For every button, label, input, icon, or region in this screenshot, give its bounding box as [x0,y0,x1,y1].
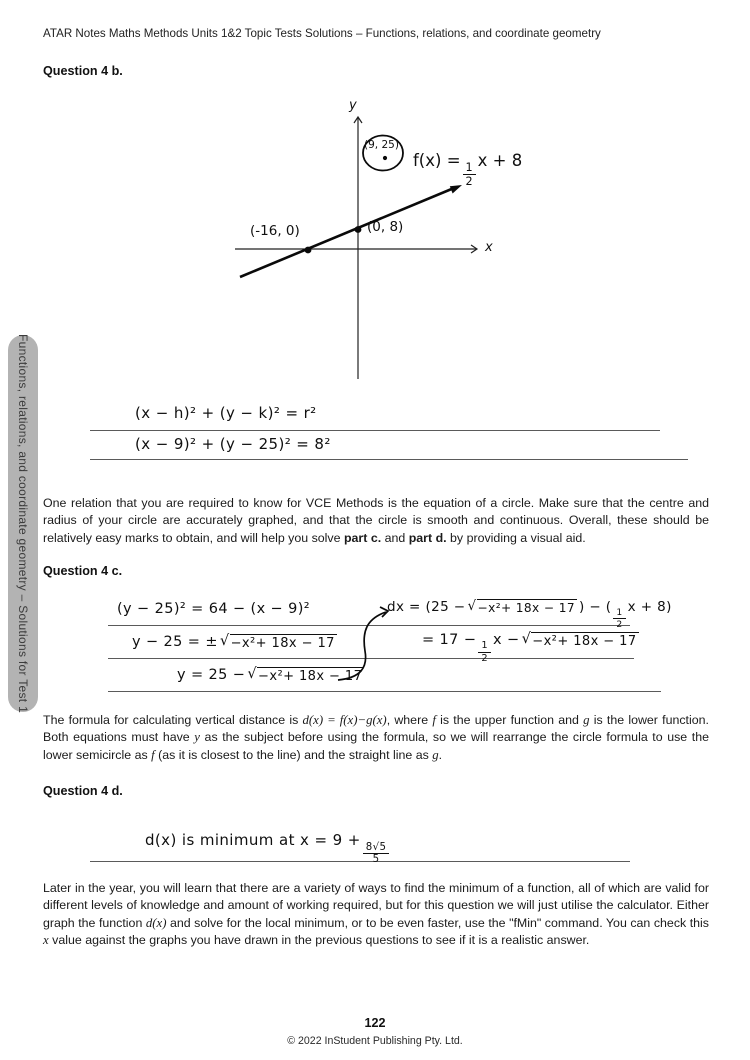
question-4c-heading: Question 4 c. [43,564,123,578]
q4c-explanation-text: , where [386,713,433,727]
fraction-denominator: 2 [465,174,473,188]
q4d-answer-prefix: d(x) is minimum at x = 9 + [145,831,361,849]
q4b-working-line1: (x − h)² + (y − k)² = r² [135,404,317,422]
page-number: 122 [364,1016,386,1030]
fraction [363,843,390,866]
q4c-right-line1-suffix: x + 8) [627,599,672,615]
copyright-notice: © 2022 InStudent Publishing Pty. Ltd. [287,1035,463,1047]
math-var-g: g [583,713,590,727]
q4b-explanation-text: One relation that you are required to know for VCE Methods is the equation of a circle. Make sure that the centre and radius of your circle are accurately graphed, and that the circle is smooth and continuous. Overall, these should be relatively easy marks to obtain, and will help you solve [43,496,709,545]
circled-point-dot [383,156,387,160]
radical-sign: √ [521,631,532,647]
part-c-reference: part c. [343,530,382,545]
fraction-numerator: 8√5 [363,843,390,855]
distance-formula-inline: d(x) = f(x)−g(x) [302,713,387,727]
x-axis-label: x [485,240,493,255]
q4b-explanation-text: and [381,530,409,545]
math-var-g: g [432,747,439,762]
radical-sign: √ [219,633,230,649]
chapter-sidebar-tab-label: Functions, relations, and coordinate geometry – Solutions for Test 1 [16,333,30,714]
part-d-reference: part d. [408,530,447,545]
q4c-explanation-text: as the subject before using the formula, so we will rearrange the circle formula to use the lower semicircle as [43,730,709,762]
q4d-explanation-text: Later in the year, you will learn that there are a variety of ways to find the minimum of a function, all of which are valid for different levels of knowledge and amount of working required, but for this question we will just utilise the calculator. Either graph the function [43,881,709,930]
fraction-numerator: 1 [478,641,491,652]
q4d-explanation-text: value against the graphs you have drawn in the previous questions to see if it is a realistic answer. [48,933,590,948]
chapter-sidebar-tab [8,335,38,712]
q4c-right-line2-mid: x − [493,632,520,648]
fraction-numerator: 1 [463,162,476,175]
q4c-right-line1 [387,599,672,629]
math-var-f: f [151,747,155,762]
fraction-denominator: 2 [481,652,489,664]
q4c-right-line2 [422,632,641,664]
q4c-explanation-text: (as it is closest to the line) and the straight line as [154,747,433,762]
fraction-denominator: 5 [372,854,380,866]
y-intercept-point [355,226,362,233]
question-4b-graph [215,96,525,386]
fraction [478,641,491,664]
q4c-left-line2 [132,634,339,651]
math-var-dx: d(x) [145,915,167,930]
radical-sign: √ [467,598,477,614]
q4d-answer-rule [90,823,630,866]
x-intercept-label: (-16, 0) [250,223,300,239]
q4d-explanation [43,880,709,950]
math-var-f: f [432,713,436,727]
q4c-left-line3-prefix: y = 25 − [177,667,246,683]
radical [522,632,639,649]
math-var-x: x [43,933,49,948]
question-4d-heading: Question 4 d. [43,784,123,798]
radicand: −x²+ 18x − 17 [532,634,637,649]
function-equation-suffix: x + 8 [477,151,523,170]
radical-sign: √ [247,666,257,682]
fraction-numerator: 1 [613,608,625,619]
radicand: −x²+ 18x − 17 [477,601,575,615]
function-equation-label [413,151,522,188]
fraction [613,608,625,629]
y-axis-label: y [349,98,357,113]
q4b-working-line2: (x − 9)² + (y − 25)² = 8² [135,435,331,453]
function-equation-prefix: f(x) = [413,151,461,170]
q4c-right-line1-prefix: dx = (25 − [387,599,466,615]
circled-point-label: (9, 25) [364,139,399,151]
q4c-left-line1: (y − 25)² = 64 − (x − 9)² [117,601,311,617]
radical [220,634,337,651]
function-equation-fraction [463,162,476,188]
q4b-working-line2-rule [90,431,688,460]
fraction-denominator: 2 [616,618,623,630]
q4d-explanation-text: and solve for the local minimum, or to be even faster, use the "fMin" command. You can check this [166,915,709,930]
q4b-working-line1-rule [90,398,660,431]
q4c-explanation-text: The formula for calculating vertical distance is [43,713,303,727]
q4c-right-line2-prefix: = 17 − [422,632,477,648]
question-4b-heading: Question 4 b. [43,64,123,78]
q4b-explanation [43,495,709,547]
q4c-working-area [85,598,672,702]
radical [468,599,577,615]
q4d-answer [145,823,391,866]
q4c-explanation-text: . [438,747,443,762]
q4c-explanation-text: is the upper function and [435,713,584,727]
q4c-right-line1-mid: ) − ( [578,599,612,615]
radicand: −x²+ 18x − 17 [230,636,335,651]
q4b-explanation-text: by providing a visual aid. [446,530,586,545]
q4c-explanation-text: is the lower function. Both equations must have [43,713,709,745]
x-intercept-point [305,247,312,254]
y-intercept-label: (0, 8) [367,219,404,235]
math-var-y: y [194,730,200,745]
page-header: ATAR Notes Maths Methods Units 1&2 Topic Tests Solutions – Functions, relations, and coordinate geometry [43,27,601,40]
radicand: −x²+ 18x − 17 [258,669,363,684]
q4c-left-line2-prefix: y − 25 = ± [132,634,218,650]
q4c-explanation [43,712,709,764]
